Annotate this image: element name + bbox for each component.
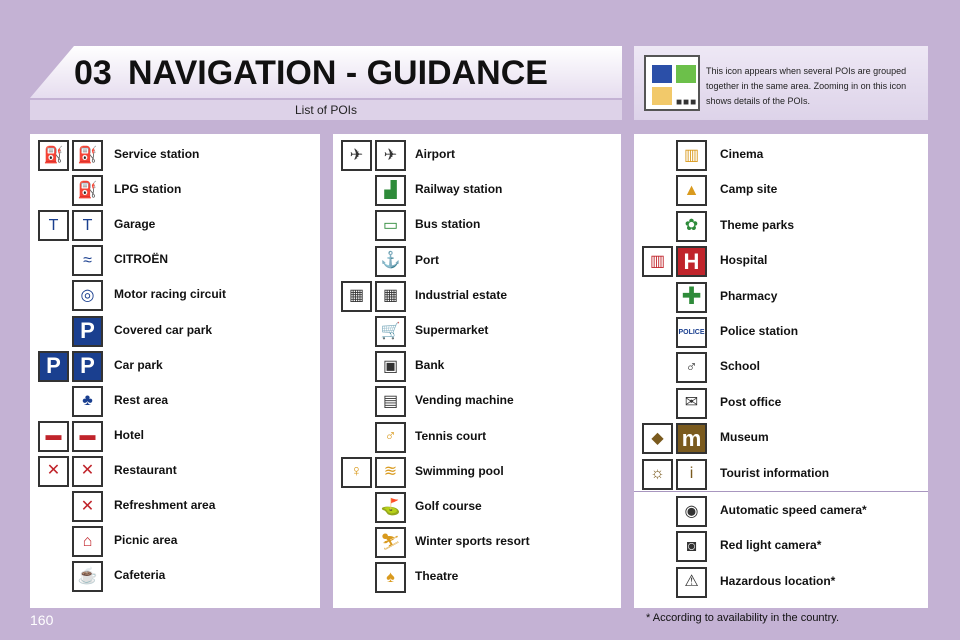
poi-label: Bus station bbox=[415, 217, 481, 232]
poi-label: Theatre bbox=[415, 569, 459, 584]
list-item bbox=[333, 525, 621, 559]
poi-label: Port bbox=[415, 252, 439, 267]
poi-label: Supermarket bbox=[415, 323, 489, 337]
plane-icon: ✈ bbox=[375, 140, 406, 171]
poi-label: Museum bbox=[720, 430, 769, 445]
refreshment-icon: ✕ bbox=[72, 491, 103, 522]
airport-services-icon: ✈ bbox=[341, 140, 372, 171]
factory-icon: ▦ bbox=[375, 281, 406, 312]
hazard-triangle-icon: ⚠ bbox=[676, 567, 707, 598]
speed-camera-icon: ◉ bbox=[676, 496, 707, 527]
lpg-pump-icon: ⛽ bbox=[72, 175, 103, 206]
page-number: 160 bbox=[30, 612, 54, 628]
racing-circuit-icon: ◎ bbox=[72, 280, 103, 311]
bus-icon: ▭ bbox=[375, 210, 406, 241]
list-item bbox=[30, 278, 320, 312]
cutlery-icon: ✕ bbox=[72, 456, 103, 487]
list-item bbox=[333, 244, 621, 278]
poi-label: Railway station bbox=[415, 182, 503, 197]
chapter-title: NAVIGATION - GUIDANCE bbox=[128, 54, 548, 92]
list-item bbox=[333, 560, 621, 594]
list-item bbox=[333, 384, 621, 418]
list-item bbox=[634, 244, 928, 278]
poi-label: Rest area bbox=[114, 392, 169, 407]
grouped-poi-note bbox=[634, 46, 928, 120]
citroen-chevrons-icon: ≈ bbox=[72, 245, 103, 276]
trees-icon: ♣ bbox=[72, 386, 103, 417]
poi-label: Hospital bbox=[720, 253, 768, 268]
list-item bbox=[634, 350, 928, 384]
list-item bbox=[634, 457, 928, 491]
coffee-cup-icon: ☕ bbox=[72, 561, 103, 592]
bed-icon: ▬ bbox=[72, 421, 103, 452]
bed-icon: ▬ bbox=[38, 421, 69, 452]
list-item bbox=[30, 243, 320, 277]
poi-label: Service station bbox=[114, 147, 200, 161]
fuel-pump-icon: ⛽ bbox=[38, 140, 69, 171]
poi-label: Restaurant bbox=[114, 462, 177, 477]
poi-label: Cafeteria bbox=[114, 568, 166, 583]
theme-park-icon: ✿ bbox=[676, 211, 707, 242]
museum-diamond-icon: ◆ bbox=[642, 423, 673, 454]
info-icon: i bbox=[676, 459, 707, 490]
poi-column-3 bbox=[634, 134, 928, 608]
poi-label: LPG station bbox=[114, 182, 182, 197]
list-item bbox=[30, 349, 320, 383]
list-item bbox=[634, 565, 928, 599]
poi-label: Garage bbox=[114, 217, 156, 232]
poi-label: Car park bbox=[114, 357, 163, 372]
list-item bbox=[333, 314, 621, 348]
picnic-icon: ⌂ bbox=[72, 526, 103, 557]
wrench-icon: T bbox=[72, 210, 103, 241]
poi-label: Industrial estate bbox=[415, 287, 508, 302]
list-item bbox=[333, 349, 621, 383]
list-item bbox=[634, 280, 928, 314]
poi-label: Hazardous location* bbox=[720, 573, 836, 588]
list-item bbox=[634, 173, 928, 207]
list-item bbox=[634, 494, 928, 528]
shopping-cart-icon: 🛒 bbox=[375, 316, 406, 347]
skier-icon: ⛷ bbox=[375, 527, 406, 558]
chapter-number: 03 bbox=[74, 54, 112, 92]
poi-label: Tennis court bbox=[415, 428, 487, 443]
list-item bbox=[30, 208, 320, 242]
list-item bbox=[634, 138, 928, 172]
parking-icon: P bbox=[72, 351, 103, 382]
poi-label: Police station bbox=[720, 324, 799, 338]
poi-column-2 bbox=[333, 134, 621, 608]
poi-label: Tourist information bbox=[720, 465, 830, 480]
list-item bbox=[333, 490, 621, 524]
list-item bbox=[333, 420, 621, 454]
poi-label: CITROËN bbox=[114, 252, 168, 267]
golf-icon: ⛳ bbox=[375, 492, 406, 523]
list-item bbox=[333, 455, 621, 489]
poi-label: Bank bbox=[415, 358, 445, 373]
wrench-icon: T bbox=[38, 210, 69, 241]
tennis-icon: ♂ bbox=[375, 422, 406, 453]
police-icon: POLICE bbox=[676, 317, 707, 348]
list-item bbox=[30, 384, 320, 418]
poi-label: Camp site bbox=[720, 182, 778, 197]
vending-machine-icon: ▤ bbox=[375, 386, 406, 417]
school-children-icon: ♂ bbox=[676, 352, 707, 383]
list-item bbox=[30, 559, 320, 593]
fuel-pump-icon: ⛽ bbox=[72, 140, 103, 171]
list-item bbox=[634, 421, 928, 455]
list-item bbox=[333, 279, 621, 313]
poi-label: Covered car park bbox=[114, 322, 213, 337]
camera-section-divider bbox=[634, 491, 928, 492]
viewpoint-icon: ☼ bbox=[642, 459, 673, 490]
list-item bbox=[333, 138, 621, 172]
list-item bbox=[333, 208, 621, 242]
list-item bbox=[30, 419, 320, 453]
sports-group-icon: ♀ bbox=[341, 457, 372, 488]
grouped-poi-icon: ■■■ bbox=[644, 55, 700, 111]
poi-label: Airport bbox=[415, 147, 455, 161]
grouped-poi-note-text: This icon appears when several POIs are grouped together in the same area. Zooming in on this icon shows details of the POIs. bbox=[706, 66, 907, 106]
list-item bbox=[634, 315, 928, 349]
header-panel bbox=[30, 46, 622, 120]
list-item bbox=[634, 209, 928, 243]
poi-label: Pharmacy bbox=[720, 288, 778, 303]
poi-label: Refreshment area bbox=[114, 498, 216, 512]
poi-label: Motor racing circuit bbox=[114, 287, 227, 302]
factory-icon: ▦ bbox=[341, 281, 372, 312]
list-item bbox=[634, 529, 928, 563]
train-icon: ▟ bbox=[375, 175, 406, 206]
poi-label: Hotel bbox=[114, 427, 144, 442]
list-item bbox=[30, 489, 320, 523]
covered-parking-icon: P bbox=[72, 316, 103, 347]
poi-label: Picnic area bbox=[114, 533, 178, 548]
poi-label: Theme parks bbox=[720, 217, 795, 232]
list-item bbox=[30, 524, 320, 558]
poi-label: Vending machine bbox=[415, 393, 514, 408]
parking-icon: P bbox=[38, 351, 69, 382]
pharmacy-cross-icon: ✚ bbox=[676, 282, 707, 313]
list-item bbox=[30, 173, 320, 207]
theatre-icon: ♠ bbox=[375, 562, 406, 593]
film-strip-icon: ▥ bbox=[676, 140, 707, 171]
hospital-h-icon: H bbox=[676, 246, 707, 277]
ship-icon: ⚓ bbox=[375, 246, 406, 277]
poi-label: Swimming pool bbox=[415, 463, 504, 478]
poi-label: Red light camera* bbox=[720, 538, 822, 553]
list-item bbox=[30, 454, 320, 488]
museum-m-icon: m bbox=[676, 423, 707, 454]
list-item bbox=[30, 314, 320, 348]
envelope-icon: ✉ bbox=[676, 388, 707, 419]
hospital-building-icon: ▥ bbox=[642, 246, 673, 277]
poi-label: Winter sports resort bbox=[415, 534, 530, 549]
poi-label: Automatic speed camera* bbox=[720, 503, 867, 517]
list-item bbox=[634, 386, 928, 420]
tent-icon: ▲ bbox=[676, 175, 707, 206]
cutlery-icon: ✕ bbox=[38, 456, 69, 487]
section-subtitle: List of POIs bbox=[30, 100, 622, 120]
red-light-camera-icon: ◙ bbox=[676, 531, 707, 562]
swimmer-icon: ≋ bbox=[375, 457, 406, 488]
list-item bbox=[333, 173, 621, 207]
poi-label: Cinema bbox=[720, 147, 764, 161]
poi-label: Post office bbox=[720, 394, 782, 409]
bank-icon: ▣ bbox=[375, 351, 406, 382]
footnote: * According to availability in the country. bbox=[646, 612, 840, 624]
list-item bbox=[30, 138, 320, 172]
poi-label: Golf course bbox=[415, 499, 482, 513]
poi-label: School bbox=[720, 359, 761, 374]
poi-column-1 bbox=[30, 134, 320, 608]
